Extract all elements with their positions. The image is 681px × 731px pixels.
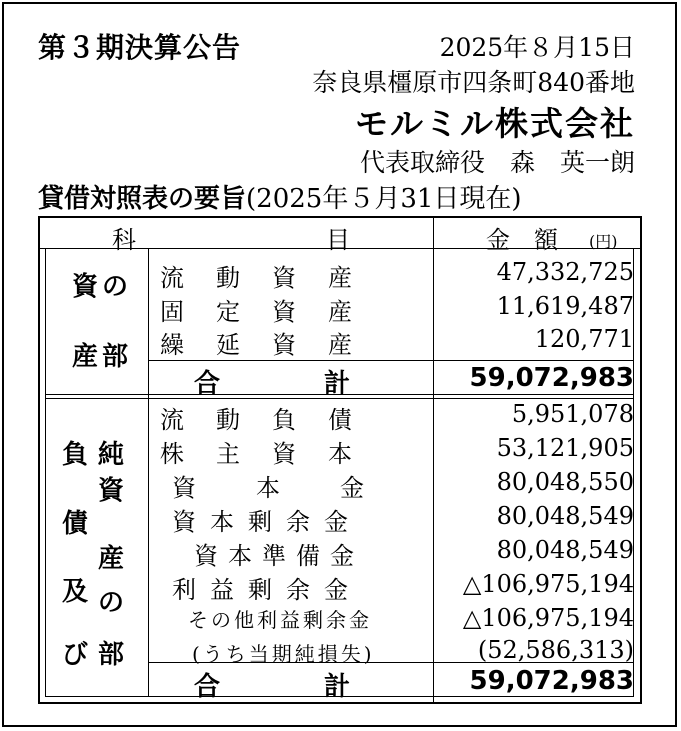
- liabilities-label-char: び: [62, 640, 89, 670]
- liabilities-label-char: 負: [62, 440, 89, 470]
- liability-row-label: 流 動 負 債: [160, 406, 356, 434]
- liability-row-amount: (52,586,313): [477, 636, 634, 664]
- header-subject-1: 科: [112, 226, 136, 254]
- liability-row-amount: 5,951,078: [511, 400, 634, 428]
- liability-row-label: 資本剰余金: [172, 508, 362, 536]
- header-unit: (円): [589, 232, 618, 251]
- assets-total-divider: [148, 360, 633, 361]
- notice-title: 第３期決算公告: [38, 31, 242, 64]
- statement-date: (2025年５月31日現在): [246, 184, 522, 214]
- assets-section-label-1: 資の: [72, 272, 133, 302]
- assets-section-label-2: 産部: [72, 342, 133, 372]
- label-column-divider: [148, 248, 149, 697]
- liability-row-amount: △106,975,194: [462, 570, 634, 598]
- notice-date: 2025年８月15日: [439, 33, 635, 62]
- liability-row-label: 資本準備金: [194, 542, 364, 570]
- asset-row-amount: 47,332,725: [496, 258, 634, 286]
- liabilities-label-char: 債: [62, 509, 89, 539]
- liability-row-label: (うち当期純損失): [192, 642, 375, 666]
- liability-row-label: 株 主 資 本: [160, 440, 356, 468]
- equity-label-char: の: [98, 588, 125, 618]
- equity-label-char: 部: [98, 640, 125, 670]
- equity-label-char: 産: [98, 544, 125, 574]
- liability-row-label: 利益剰余金: [172, 576, 362, 604]
- liability-row-amount: 80,048,549: [496, 536, 634, 564]
- assets-total-label: 合 計: [194, 369, 351, 399]
- inner-left-border: [45, 248, 46, 697]
- equity-label-char: 純: [98, 440, 125, 470]
- asset-row-label: 流 動 資 産: [160, 264, 356, 292]
- asset-row-amount: 11,619,487: [496, 292, 634, 320]
- amount-column-divider: [433, 216, 434, 704]
- asset-row-label: 固 定 資 産: [160, 298, 356, 326]
- equity-label-char: 資: [98, 476, 125, 506]
- assets-total-amount: 59,072,983: [469, 363, 634, 393]
- company-address: 奈良県橿原市四条町840番地: [312, 68, 635, 97]
- liability-row-amount: 80,048,550: [496, 468, 634, 496]
- statement-name: 貸借対照表の要旨: [38, 184, 247, 214]
- liability-row-amount: 80,048,549: [496, 502, 634, 530]
- liability-row-label: 資 本 金: [172, 474, 368, 502]
- liabilities-total-amount: 59,072,983: [469, 666, 634, 696]
- liability-row-label: その他利益剰余金: [188, 608, 372, 632]
- representative: 代表取締役 森 英一朗: [359, 148, 635, 177]
- asset-row-label: 繰 延 資 産: [160, 331, 356, 359]
- statement-title: [38, 178, 522, 215]
- liability-row-amount: △106,975,194: [462, 604, 634, 632]
- asset-row-amount: 120,771: [534, 325, 634, 353]
- header-amount: 金 額: [486, 226, 558, 254]
- liabilities-label-char: 及: [62, 577, 89, 607]
- header-subject-2: 目: [326, 226, 350, 254]
- liability-row-amount: 53,121,905: [496, 434, 634, 462]
- liabilities-total-label: 合 計: [194, 672, 351, 702]
- company-name: モルミル株式会社: [355, 104, 635, 143]
